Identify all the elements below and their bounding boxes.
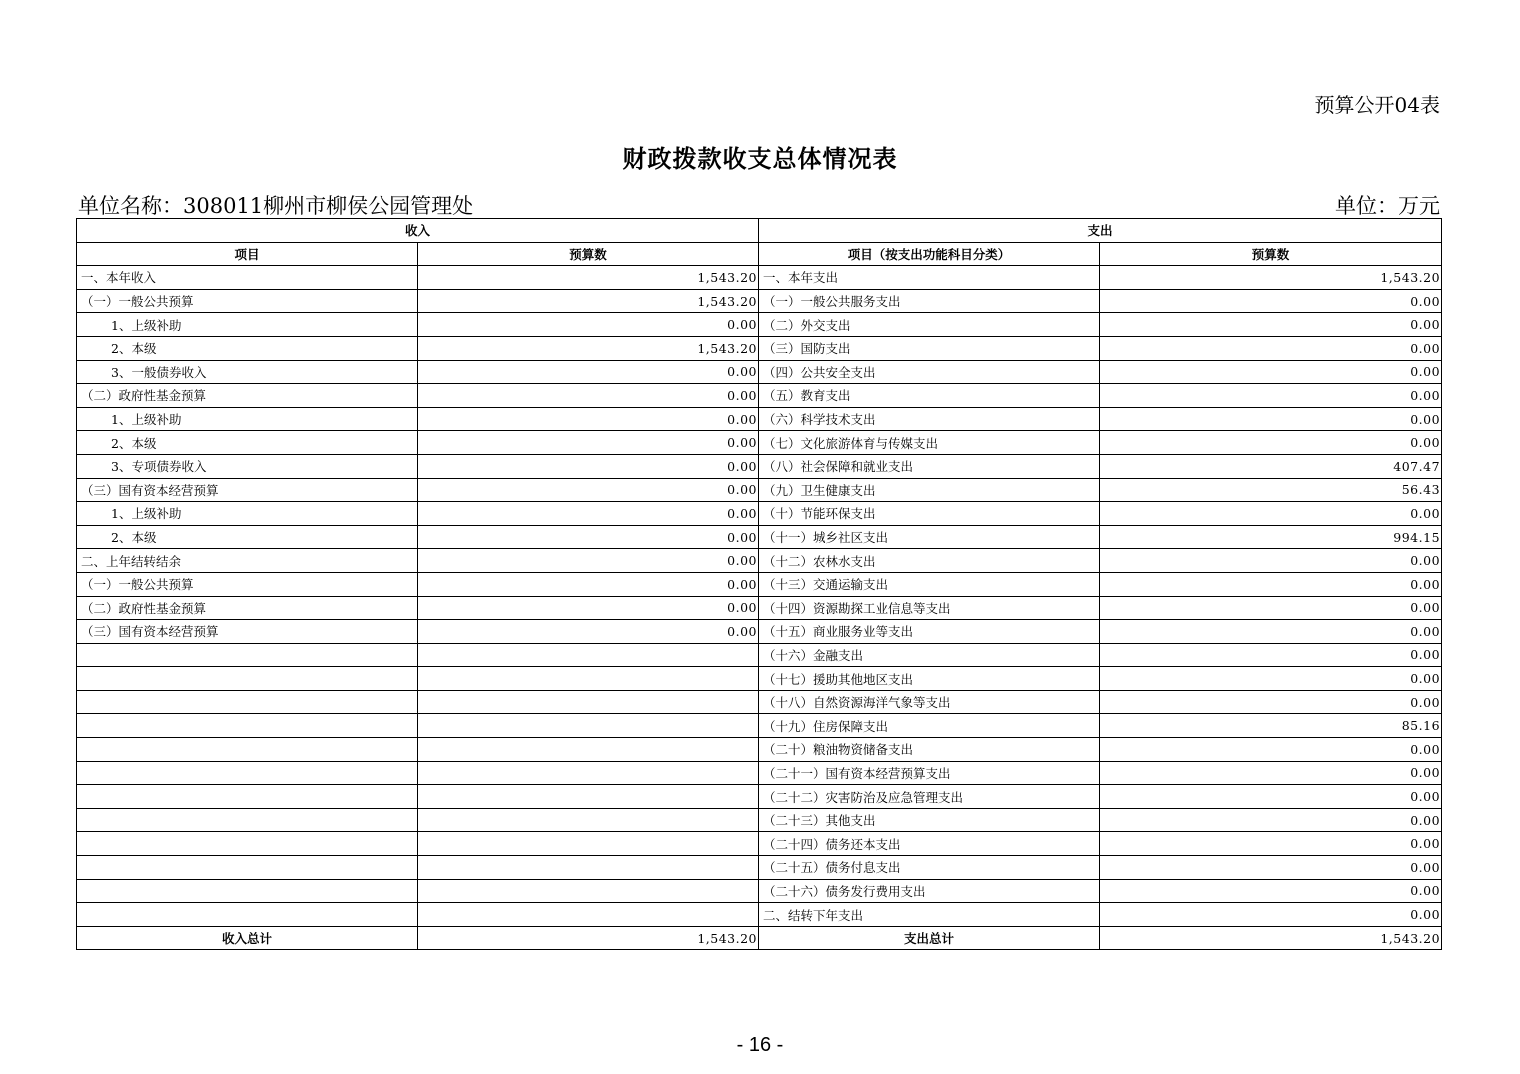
income-item-cell [77,832,418,856]
income-budget-header: 预算数 [418,242,759,266]
income-value-cell [418,879,759,903]
table-row [77,856,1442,880]
expense-value-cell: 85.16 [1100,714,1442,738]
expense-item-cell: （九）卫生健康支出 [759,478,1100,502]
expense-item-cell: （四）公共安全支出 [759,360,1100,384]
expense-value-cell: 0.00 [1100,879,1442,903]
expense-item-cell: （十七）援助其他地区支出 [759,667,1100,691]
totals-row [77,926,1442,950]
income-item-cell: 2、本级 [77,336,418,360]
income-value-cell: 0.00 [418,431,759,455]
table-row [77,761,1442,785]
expense-value-cell: 0.00 [1100,667,1442,691]
income-item-cell: （三）国有资本经营预算 [77,620,418,644]
table-row [77,478,1442,502]
expense-item-cell: （三）国防支出 [759,336,1100,360]
income-value-cell: 0.00 [418,525,759,549]
expense-item-cell: 一、本年支出 [759,266,1100,290]
income-value-cell [418,832,759,856]
expense-value-cell: 0.00 [1100,431,1442,455]
income-value-cell [418,856,759,880]
income-value-cell: 0.00 [418,360,759,384]
table-row [77,832,1442,856]
table-row [77,549,1442,573]
income-value-cell [418,667,759,691]
expense-value-cell: 0.00 [1100,407,1442,431]
expense-value-cell: 56.43 [1100,478,1442,502]
expense-value-cell: 0.00 [1100,832,1442,856]
table-row [77,525,1442,549]
income-item-cell: 3、专项债券收入 [77,454,418,478]
expense-item-cell: （十四）资源勘探工业信息等支出 [759,596,1100,620]
expense-item-cell: （八）社会保障和就业支出 [759,454,1100,478]
table-row [77,738,1442,762]
group-header-row [77,219,1442,243]
expense-item-cell: （二）外交支出 [759,313,1100,337]
income-value-cell [418,714,759,738]
table-body [77,266,1442,927]
income-value-cell: 0.00 [418,620,759,644]
income-item-cell [77,879,418,903]
income-item-cell: 1、上级补助 [77,407,418,431]
expense-item-cell: （十八）自然资源海洋气象等支出 [759,690,1100,714]
income-item-cell: （三）国有资本经营预算 [77,478,418,502]
unit-label: 单位：万元 [1335,194,1440,218]
expense-total-value: 1,543.20 [1100,926,1442,950]
income-value-cell: 0.00 [418,454,759,478]
income-item-cell [77,903,418,927]
income-value-cell [418,808,759,832]
expense-total-label: 支出总计 [759,926,1100,950]
table-row [77,903,1442,927]
table-row [77,360,1442,384]
expense-value-cell: 0.00 [1100,360,1442,384]
expense-item-cell: （七）文化旅游体育与传媒支出 [759,431,1100,455]
income-value-cell [418,643,759,667]
income-header: 收入 [77,219,759,243]
table-row [77,384,1442,408]
income-item-cell [77,690,418,714]
income-value-cell [418,785,759,809]
income-value-cell [418,761,759,785]
page-title: 财政拨款收支总体情况表 [622,144,898,173]
income-item-cell [77,738,418,762]
income-value-cell: 0.00 [418,596,759,620]
expense-value-cell: 0.00 [1100,384,1442,408]
expense-item-cell: （十五）商业服务业等支出 [759,620,1100,644]
table-row [77,879,1442,903]
table-row [77,808,1442,832]
expense-item-cell: （十一）城乡社区支出 [759,525,1100,549]
expense-value-cell: 0.00 [1100,903,1442,927]
income-value-cell: 1,543.20 [418,266,759,290]
income-value-cell: 0.00 [418,407,759,431]
expense-item-cell: （十六）金融支出 [759,643,1100,667]
income-value-cell: 1,543.20 [418,289,759,313]
expense-value-cell: 0.00 [1100,620,1442,644]
expense-value-cell: 1,543.20 [1100,266,1442,290]
income-item-cell [77,785,418,809]
expense-item-cell: （二十二）灾害防治及应急管理支出 [759,785,1100,809]
expense-item-cell: （十）节能环保支出 [759,502,1100,526]
expense-item-cell: （十三）交通运输支出 [759,572,1100,596]
expense-value-cell: 0.00 [1100,856,1442,880]
table-row [77,454,1442,478]
expense-value-cell: 0.00 [1100,785,1442,809]
expense-value-cell: 0.00 [1100,643,1442,667]
table-row [77,502,1442,526]
income-total-label: 收入总计 [77,926,418,950]
table-row [77,785,1442,809]
income-total-value: 1,543.20 [418,926,759,950]
expense-item-header: 项目（按支出功能科目分类） [759,242,1100,266]
expense-value-cell: 0.00 [1100,596,1442,620]
page-number: - 16 - [736,1034,784,1056]
income-value-cell [418,903,759,927]
expense-item-cell: （十九）住房保障支出 [759,714,1100,738]
table-row [77,643,1442,667]
expense-item-cell: （二十一）国有资本经营预算支出 [759,761,1100,785]
expense-header: 支出 [759,219,1442,243]
income-item-cell: 2、本级 [77,431,418,455]
income-item-cell: 二、上年结转结余 [77,549,418,573]
income-item-cell [77,643,418,667]
income-item-cell: 1、上级补助 [77,502,418,526]
expense-item-cell: （二十）粮油物资储备支出 [759,738,1100,762]
expense-value-cell: 0.00 [1100,502,1442,526]
income-item-cell [77,667,418,691]
table-row [77,289,1442,313]
expense-item-cell: （十二）农林水支出 [759,549,1100,573]
expense-value-cell: 0.00 [1100,808,1442,832]
income-value-cell: 1,543.20 [418,336,759,360]
table-row [77,620,1442,644]
table-row [77,667,1442,691]
income-item-header: 项目 [77,242,418,266]
unit-name: 单位名称：308011柳州市柳侯公园管理处 [78,194,474,218]
expense-value-cell: 0.00 [1100,738,1442,762]
income-item-cell [77,808,418,832]
income-value-cell: 0.00 [418,572,759,596]
expense-item-cell: （二十六）债务发行费用支出 [759,879,1100,903]
income-item-cell: 2、本级 [77,525,418,549]
income-value-cell [418,690,759,714]
income-item-cell: （一）一般公共预算 [77,289,418,313]
income-value-cell: 0.00 [418,478,759,502]
expense-value-cell: 0.00 [1100,761,1442,785]
expense-value-cell: 994.15 [1100,525,1442,549]
expense-value-cell: 0.00 [1100,690,1442,714]
income-value-cell: 0.00 [418,313,759,337]
income-item-cell [77,761,418,785]
table-row [77,596,1442,620]
expense-budget-header: 预算数 [1100,242,1442,266]
expense-item-cell: （一）一般公共服务支出 [759,289,1100,313]
expense-value-cell: 0.00 [1100,336,1442,360]
expense-value-cell: 0.00 [1100,289,1442,313]
income-value-cell: 0.00 [418,549,759,573]
income-item-cell: （一）一般公共预算 [77,572,418,596]
expense-value-cell: 407.47 [1100,454,1442,478]
expense-value-cell: 0.00 [1100,313,1442,337]
income-item-cell: （二）政府性基金预算 [77,596,418,620]
expense-item-cell: （六）科学技术支出 [759,407,1100,431]
expense-item-cell: （五）教育支出 [759,384,1100,408]
table-row [77,313,1442,337]
income-item-cell: 一、本年收入 [77,266,418,290]
form-code: 预算公开04表 [1314,93,1440,117]
budget-table [76,218,1442,950]
table-row [77,336,1442,360]
income-item-cell [77,714,418,738]
income-value-cell: 0.00 [418,502,759,526]
table-row [77,690,1442,714]
income-value-cell [418,738,759,762]
income-item-cell: 3、一般债券收入 [77,360,418,384]
table-row [77,407,1442,431]
income-value-cell: 0.00 [418,384,759,408]
column-header-row [77,242,1442,266]
table-row [77,431,1442,455]
expense-item-cell: （二十四）债务还本支出 [759,832,1100,856]
income-item-cell: （二）政府性基金预算 [77,384,418,408]
table-row [77,266,1442,290]
expense-item-cell: （二十五）债务付息支出 [759,856,1100,880]
expense-value-cell: 0.00 [1100,572,1442,596]
expense-item-cell: 二、结转下年支出 [759,903,1100,927]
table-row [77,714,1442,738]
expense-value-cell: 0.00 [1100,549,1442,573]
income-item-cell: 1、上级补助 [77,313,418,337]
table-row [77,572,1442,596]
income-item-cell [77,856,418,880]
expense-item-cell: （二十三）其他支出 [759,808,1100,832]
